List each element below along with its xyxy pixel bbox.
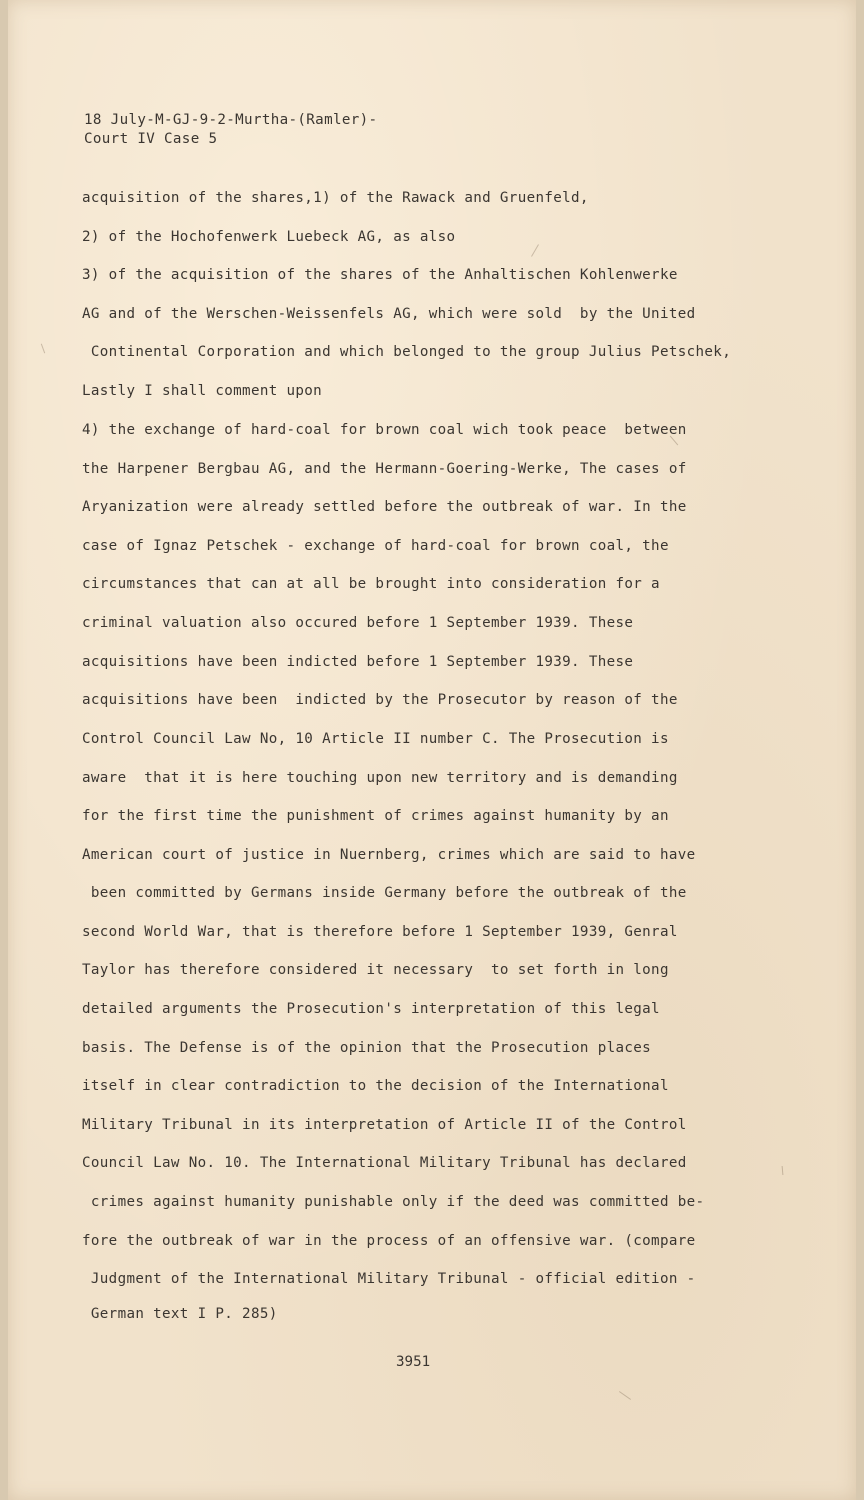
- body-line: itself in clear contradiction to the decision of the International: [82, 1078, 669, 1094]
- paper-fiber: [619, 1391, 631, 1400]
- body-line: been committed by Germans inside Germany before the outbreak of the: [82, 885, 687, 901]
- body-line: second World War, that is therefore before 1 September 1939, Genral: [82, 924, 678, 940]
- body-line: Lastly I shall comment upon: [82, 383, 323, 399]
- body-line: criminal valuation also occured before 1 September 1939. These: [82, 615, 634, 631]
- document-header-line-2: Court IV Case 5: [84, 131, 218, 147]
- paper-fiber: [782, 1166, 784, 1175]
- body-line: basis. The Defense is of the opinion that the Prosecution places: [82, 1040, 652, 1056]
- body-line: crimes against humanity punishable only if the deed was committed be-: [82, 1194, 705, 1210]
- page-number: 3951: [396, 1354, 431, 1370]
- body-line: acquisitions have been indicted by the Prosecutor by reason of the: [82, 692, 678, 708]
- body-line: case of Ignaz Petschek - exchange of hard-coal for brown coal, the: [82, 538, 669, 554]
- body-line: aware that it is here touching upon new territory and is demanding: [82, 770, 678, 786]
- body-line: acquisitions have been indicted before 1 September 1939. These: [82, 654, 634, 670]
- body-line: 2) of the Hochofenwerk Luebeck AG, as also: [82, 229, 456, 245]
- body-line: German text I P. 285): [82, 1306, 278, 1322]
- body-line: Military Tribunal in its interpretation of Article II of the Control: [82, 1117, 687, 1133]
- body-line: Judgment of the International Military Tribunal - official edition -: [82, 1271, 696, 1287]
- body-line: the Harpener Bergbau AG, and the Hermann-Goering-Werke, The cases of: [82, 461, 687, 477]
- paper-fiber: [41, 344, 45, 354]
- paper-fiber: [531, 244, 539, 257]
- body-line: 3) of the acquisition of the shares of the Anhaltischen Kohlenwerke: [82, 267, 678, 283]
- body-line: 4) the exchange of hard-coal for brown coal wich took peace between: [82, 422, 687, 438]
- body-line: AG and of the Werschen-Weissenfels AG, which were sold by the United: [82, 306, 696, 322]
- body-line: Continental Corporation and which belonged to the group Julius Petschek,: [82, 344, 732, 360]
- body-line: acquisition of the shares,1) of the Rawack and Gruenfeld,: [82, 190, 589, 206]
- body-line: circumstances that can at all be brought into consideration for a: [82, 576, 660, 592]
- body-line: Council Law No. 10. The International Military Tribunal has declared: [82, 1155, 687, 1171]
- body-line: American court of justice in Nuernberg, crimes which are said to have: [82, 847, 696, 863]
- body-line: Control Council Law No, 10 Article II number C. The Prosecution is: [82, 731, 669, 747]
- document-header-line-1: 18 July-M-GJ-9-2-Murtha-(Ramler)-: [84, 112, 378, 128]
- body-line: detailed arguments the Prosecution's interpretation of this legal: [82, 1001, 660, 1017]
- body-line: Aryanization were already settled before the outbreak of war. In the: [82, 499, 687, 515]
- body-line: fore the outbreak of war in the process of an offensive war. (compare: [82, 1233, 696, 1249]
- body-line: Taylor has therefore considered it necessary to set forth in long: [82, 962, 669, 978]
- body-line: for the first time the punishment of crimes against humanity by an: [82, 808, 669, 824]
